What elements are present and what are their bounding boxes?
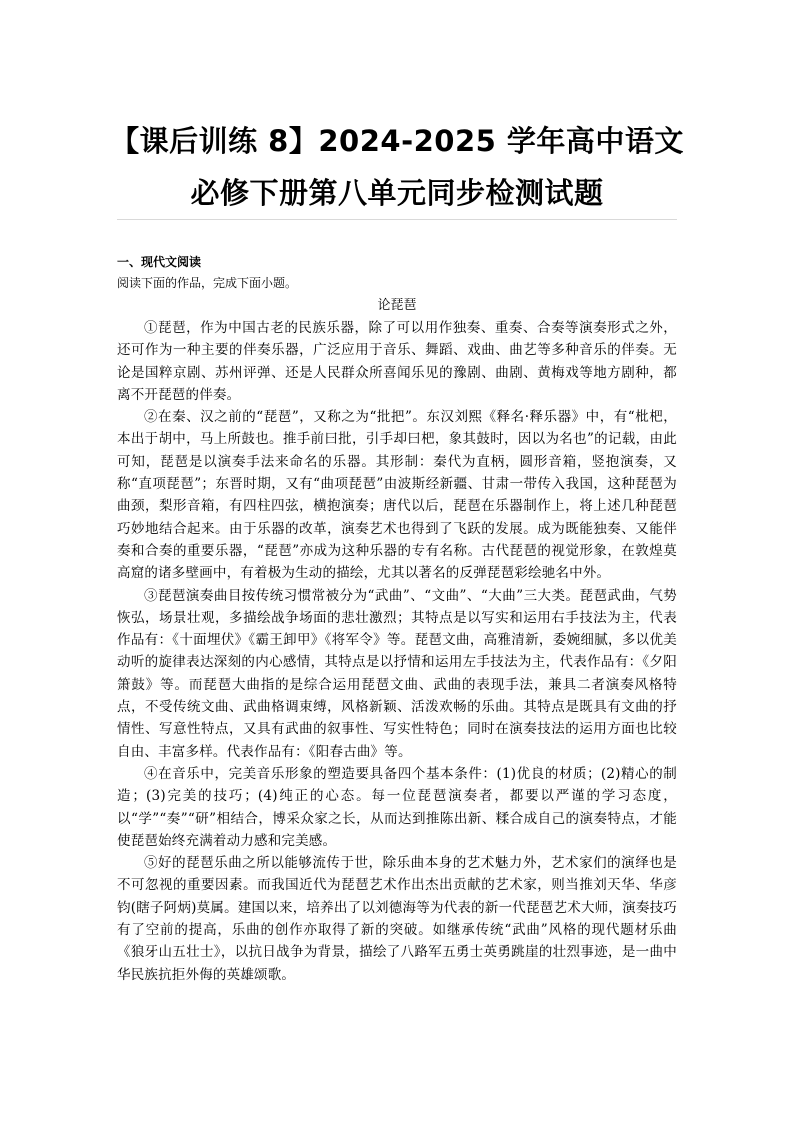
article-title: 论琵琶	[377, 298, 417, 313]
reading-instruction: 阅读下面的作品，完成下面小题。	[117, 276, 298, 290]
document-title-line-1: 【课后训练 8】2024-2025 学年高中语文	[110, 124, 684, 158]
section-heading: 一、现代文阅读	[117, 255, 202, 269]
title-divider	[117, 219, 677, 220]
article-paragraph-3: ③琵琶演奏曲目按传统习惯常被分为“武曲”、“文曲”、“大曲”三大类。琵琶武曲，气势恢弘，场景壮观，多描绘战争场面的悲壮激烈；其特点是以写实和运用右手技法为主，代表作品有：《十面埋伏》《霸王卸甲》《将军令》等。琵琶文曲，高雅清新，委婉细腻，多以优美动听的旋律表达深刻的内心感情，其特点是以抒情和运用左手技法为主，代表作品有：《夕阳箫鼓》等。而琵琶大曲指的是综合运用琵琶文曲、武曲的表现手法，兼具二者演奏风格特点，不受传统文曲、武曲格调束缚，风格新颖、活泼欢畅的乐曲。其特点是既具有文曲的抒情性、写意性特点，又具有武曲的叙事性、写实性特色；同时在演奏技法的运用方面也比较自由、丰富多样。代表作品有：《阳春古曲》等。	[117, 587, 677, 760]
article-paragraph-2: ②在秦、汉之前的“琵琶”，又称之为“批把”。东汉刘熙《释名·释乐器》中，有“枇杷，本出于胡中，马上所鼓也。推手前曰批，引手却曰杷，象其鼓时，因以为名也”的记载，由此可知，琵琶是以演奏手法来命名的乐器。其形制：秦代为直柄，圆形音箱，竖抱演奏，又称“直项琵琶”；东晋时期，又有“曲项琵琶”由波斯经新疆、甘肃一带传入我国，这种琵琶为曲颈，梨形音箱，有四柱四弦，横抱演奏；唐代以后，琵琶在乐器制作上，将上述几种琵琶巧妙地结合起来。由于乐器的改革，演奏艺术也得到了飞跃的发展。成为既能独奏、又能伴奏和合奏的重要乐器，“琵琶”亦成为这种乐器的专有名称。古代琵琶的视觉形象，在敦煌莫高窟的诸多壁画中，有着极为生动的描绘，尤其以著名的反弹琵琶彩绘驰名中外。	[117, 409, 677, 582]
article-body	[117, 317, 677, 986]
article-paragraph-5: ⑤好的琵琶乐曲之所以能够流传于世，除乐曲本身的艺术魅力外，艺术家们的演绎也是不可忽视的重要因素。而我国近代为琵琶艺术作出杰出贡献的艺术家，则当推刘天华、华彦钧(瞎子阿炳)莫属。建国以来，培养出了以刘德海等为代表的新一代琵琶艺术大师，演奏技巧有了空前的提高，乐曲的创作亦取得了新的突破。如继承传统“武曲”风格的现代题材乐曲《狼牙山五壮士》，以抗日战争为背景，描绘了八路军五勇士英勇跳崖的壮烈事迹，是一曲中华民族抗拒外侮的英雄颂歌。	[117, 855, 677, 983]
article-paragraph-4: ④在音乐中，完美音乐形象的塑造要具备四个基本条件：(1)优良的材质；(2)精心的制造；(3)完美的技巧；(4)纯正的心态。每一位琵琶演奏者，都要以严谨的学习态度，以“学”“奏”“研”相结合，博采众家之长，从而达到推陈出新、糅合成自己的演奏特点，才能使琵琶始终充满着动力感和完美感。	[117, 765, 677, 849]
article-paragraph-1: ①琵琶，作为中国古老的民族乐器，除了可以用作独奏、重奏、合奏等演奏形式之外，还可作为一种主要的伴奏乐器，广泛应用于音乐、舞蹈、戏曲、曲艺等多种音乐的伴奏。无论是国粹京剧、苏州评弹、还是人民群众所喜闻乐见的豫剧、曲剧、黄梅戏等地方剧种，都离不开琵琶的伴奏。	[117, 320, 677, 403]
document-title-line-2: 必修下册第八单元同步检测试题	[190, 176, 604, 210]
